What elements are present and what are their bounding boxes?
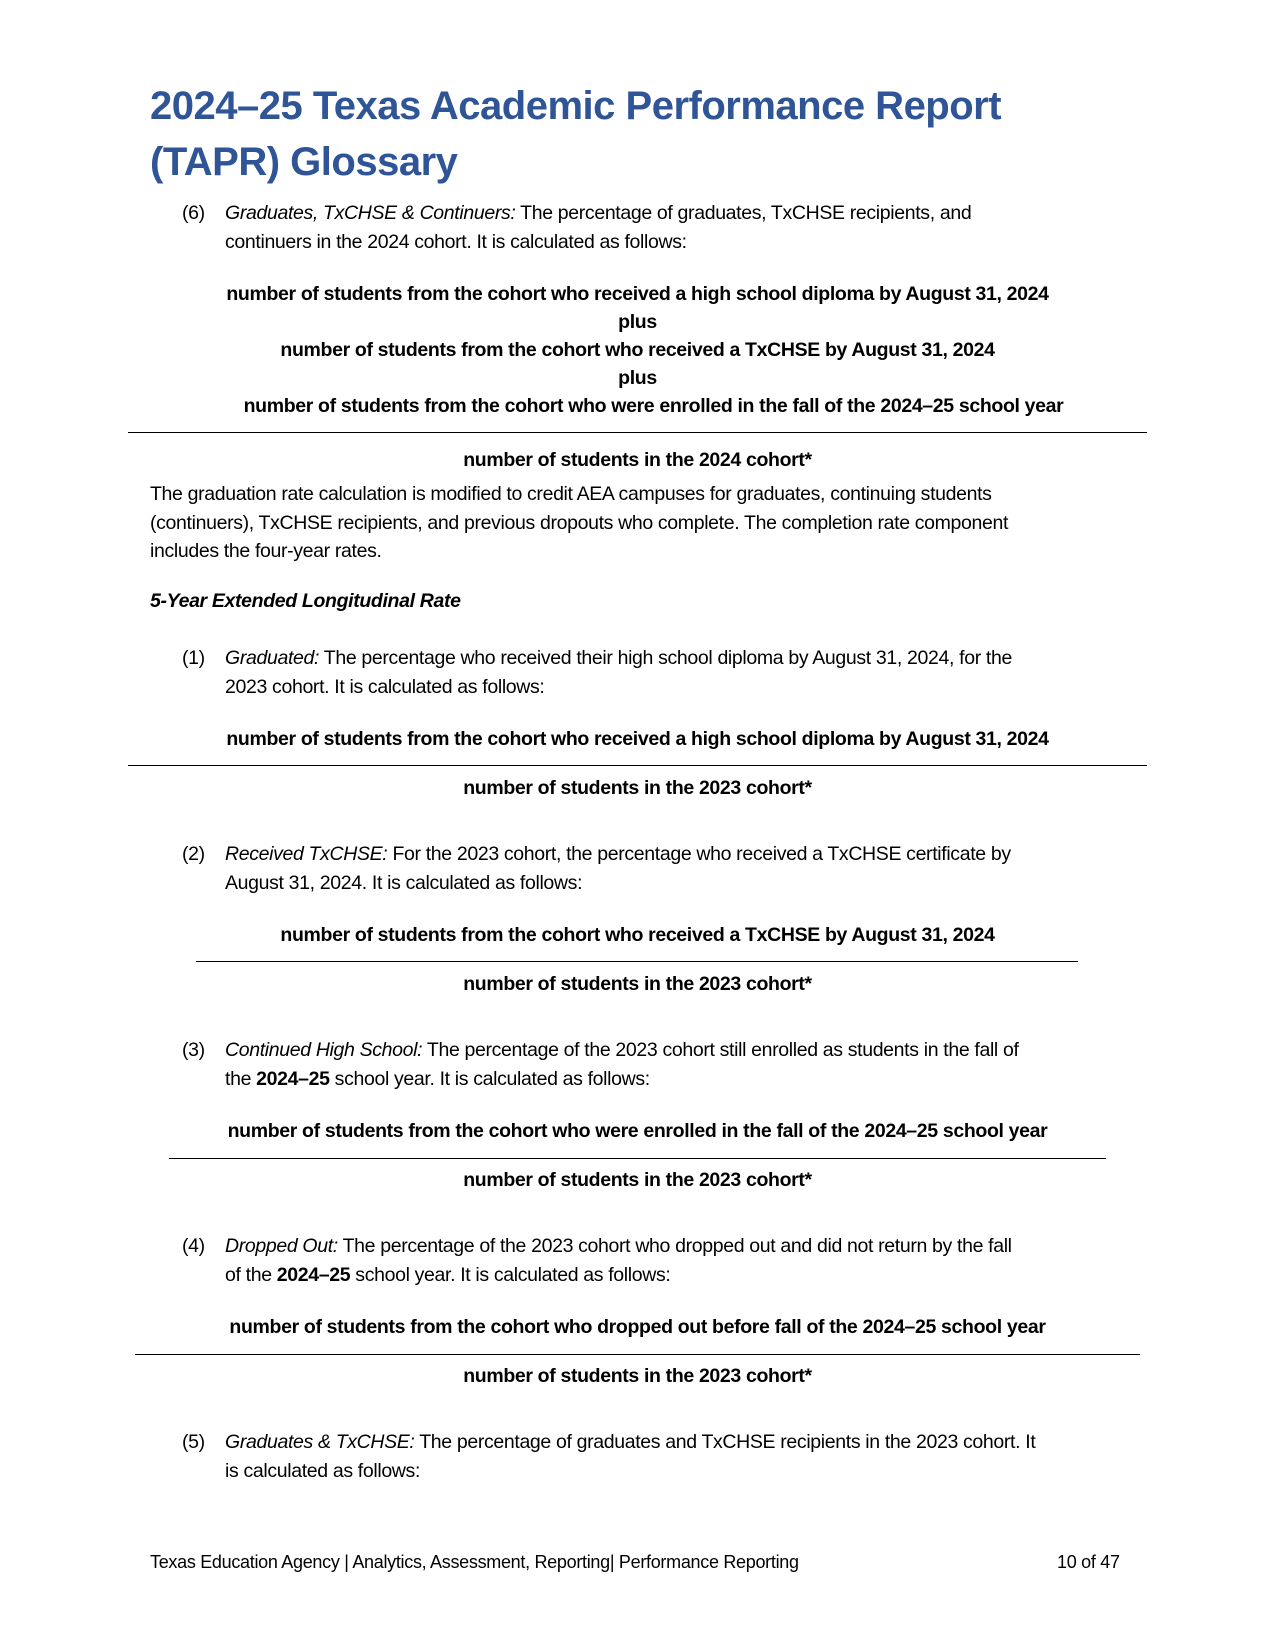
page-title-line-2: (TAPR) Glossary: [150, 140, 458, 184]
formula-item-4-numerator: number of students from the cohort who dropped out before fall of the 2024–25 school year: [229, 1316, 1046, 1338]
item-term: Graduates, TxCHSE & Continuers:: [225, 202, 516, 224]
item-term: Graduated:: [225, 647, 320, 669]
numerator-operator-1: plus: [618, 311, 657, 333]
footer-agency-text: Texas Education Agency | Analytics, Assessment, Reporting| Performance Reporting: [150, 1552, 799, 1572]
formula-item-6-numerator: [128, 280, 1147, 420]
glossary-item-1: [182, 644, 1142, 701]
fraction-bar: [135, 1354, 1140, 1355]
item-description-line-2: continuers in the 2024 cohort. It is calculated as follows:: [225, 230, 687, 253]
page-title: [150, 78, 1150, 190]
glossary-item-4: [182, 1232, 1142, 1289]
item-term: Received TxCHSE:: [225, 843, 388, 865]
numerator-term-2: number of students from the cohort who received a TxCHSE by August 31, 2024: [280, 339, 995, 361]
numerator-term-3: number of students from the cohort who were enrolled in the fall of the 2024–25 school year: [243, 395, 1064, 417]
item-description-line-1: The percentage of the 2023 cohort still enrolled as students in the fall of: [422, 1039, 1019, 1061]
glossary-item-5: [182, 1428, 1142, 1485]
school-year-emphasis: 2024–25: [256, 1067, 330, 1090]
formula-item-1-numerator: number of students from the cohort who received a high school diploma by August 31, 2024: [226, 728, 1049, 750]
formula-item-3-numerator: number of students from the cohort who were enrolled in the fall of the 2024–25 school year: [227, 1120, 1048, 1142]
formula-item-6-denominator: number of students in the 2024 cohort*: [463, 449, 812, 471]
glossary-item-3: [182, 1036, 1142, 1093]
formula-item-1-denominator: number of students in the 2023 cohort*: [463, 777, 812, 799]
numerator-term-1: number of students from the cohort who received a high school diploma by August 31, 2024: [226, 283, 1049, 305]
item-term: Continued High School:: [225, 1039, 423, 1061]
glossary-item-2: [182, 840, 1142, 897]
fraction-bar: [128, 432, 1147, 433]
formula-item-3-denominator: number of students in the 2023 cohort*: [463, 1169, 812, 1191]
item-number: (6): [182, 202, 205, 224]
item-description-line-1: For the 2023 cohort, the percentage who received a TxCHSE certificate by: [387, 843, 1011, 865]
item-description-line-2: the 2024–25 school year. It is calculated as follows:: [225, 1067, 650, 1090]
aea-note-line-2: (continuers), TxCHSE recipients, and previous dropouts who complete. The completion rate component: [150, 511, 1009, 534]
formula-item-2-numerator: number of students from the cohort who received a TxCHSE by August 31, 2024: [280, 924, 995, 946]
item-description-line-1: The percentage of graduates and TxCHSE recipients in the 2023 cohort. It: [414, 1431, 1036, 1453]
item-description-line-1: The percentage of graduates, TxCHSE recipients, and: [515, 202, 972, 224]
numerator-operator-2: plus: [618, 367, 657, 389]
item-description-line-2: is calculated as follows:: [225, 1459, 421, 1482]
item-description-line-2: August 31, 2024. It is calculated as follows:: [225, 871, 583, 894]
item-description-line-2: of the 2024–25 school year. It is calculated as follows:: [225, 1263, 671, 1286]
aea-note-paragraph: [150, 480, 1150, 566]
page-number: 10 of 47: [1057, 1552, 1120, 1572]
item-number: (3): [182, 1039, 205, 1061]
aea-note-line-3: includes the four-year rates.: [150, 540, 382, 562]
formula-item-2-denominator: number of students in the 2023 cohort*: [463, 973, 812, 995]
fraction-bar: [128, 765, 1147, 766]
item-number: (2): [182, 843, 205, 865]
section-heading: 5-Year Extended Longitudinal Rate: [150, 590, 461, 612]
item-description-line-1: The percentage who received their high school diploma by August 31, 2024, for the: [319, 647, 1012, 669]
item-number: (5): [182, 1431, 205, 1453]
page-title-line-1: 2024–25 Texas Academic Performance Report: [150, 84, 1002, 128]
fraction-bar: [169, 1158, 1106, 1159]
formula-item-4-denominator: number of students in the 2023 cohort*: [463, 1365, 812, 1387]
aea-note-line-1: The graduation rate calculation is modified to credit AEA campuses for graduates, continuing students: [150, 483, 992, 505]
item-number: (1): [182, 647, 205, 669]
item-term: Graduates & TxCHSE:: [225, 1431, 415, 1453]
school-year-emphasis: 2024–25: [276, 1263, 351, 1286]
item-description-line-1: The percentage of the 2023 cohort who dropped out and did not return by the fall: [337, 1235, 1012, 1257]
fraction-bar: [196, 961, 1078, 962]
item-number: (4): [182, 1235, 205, 1257]
glossary-item-6: [182, 199, 1142, 256]
item-term: Dropped Out:: [225, 1235, 338, 1257]
item-description-line-2: 2023 cohort. It is calculated as follows:: [225, 675, 545, 698]
